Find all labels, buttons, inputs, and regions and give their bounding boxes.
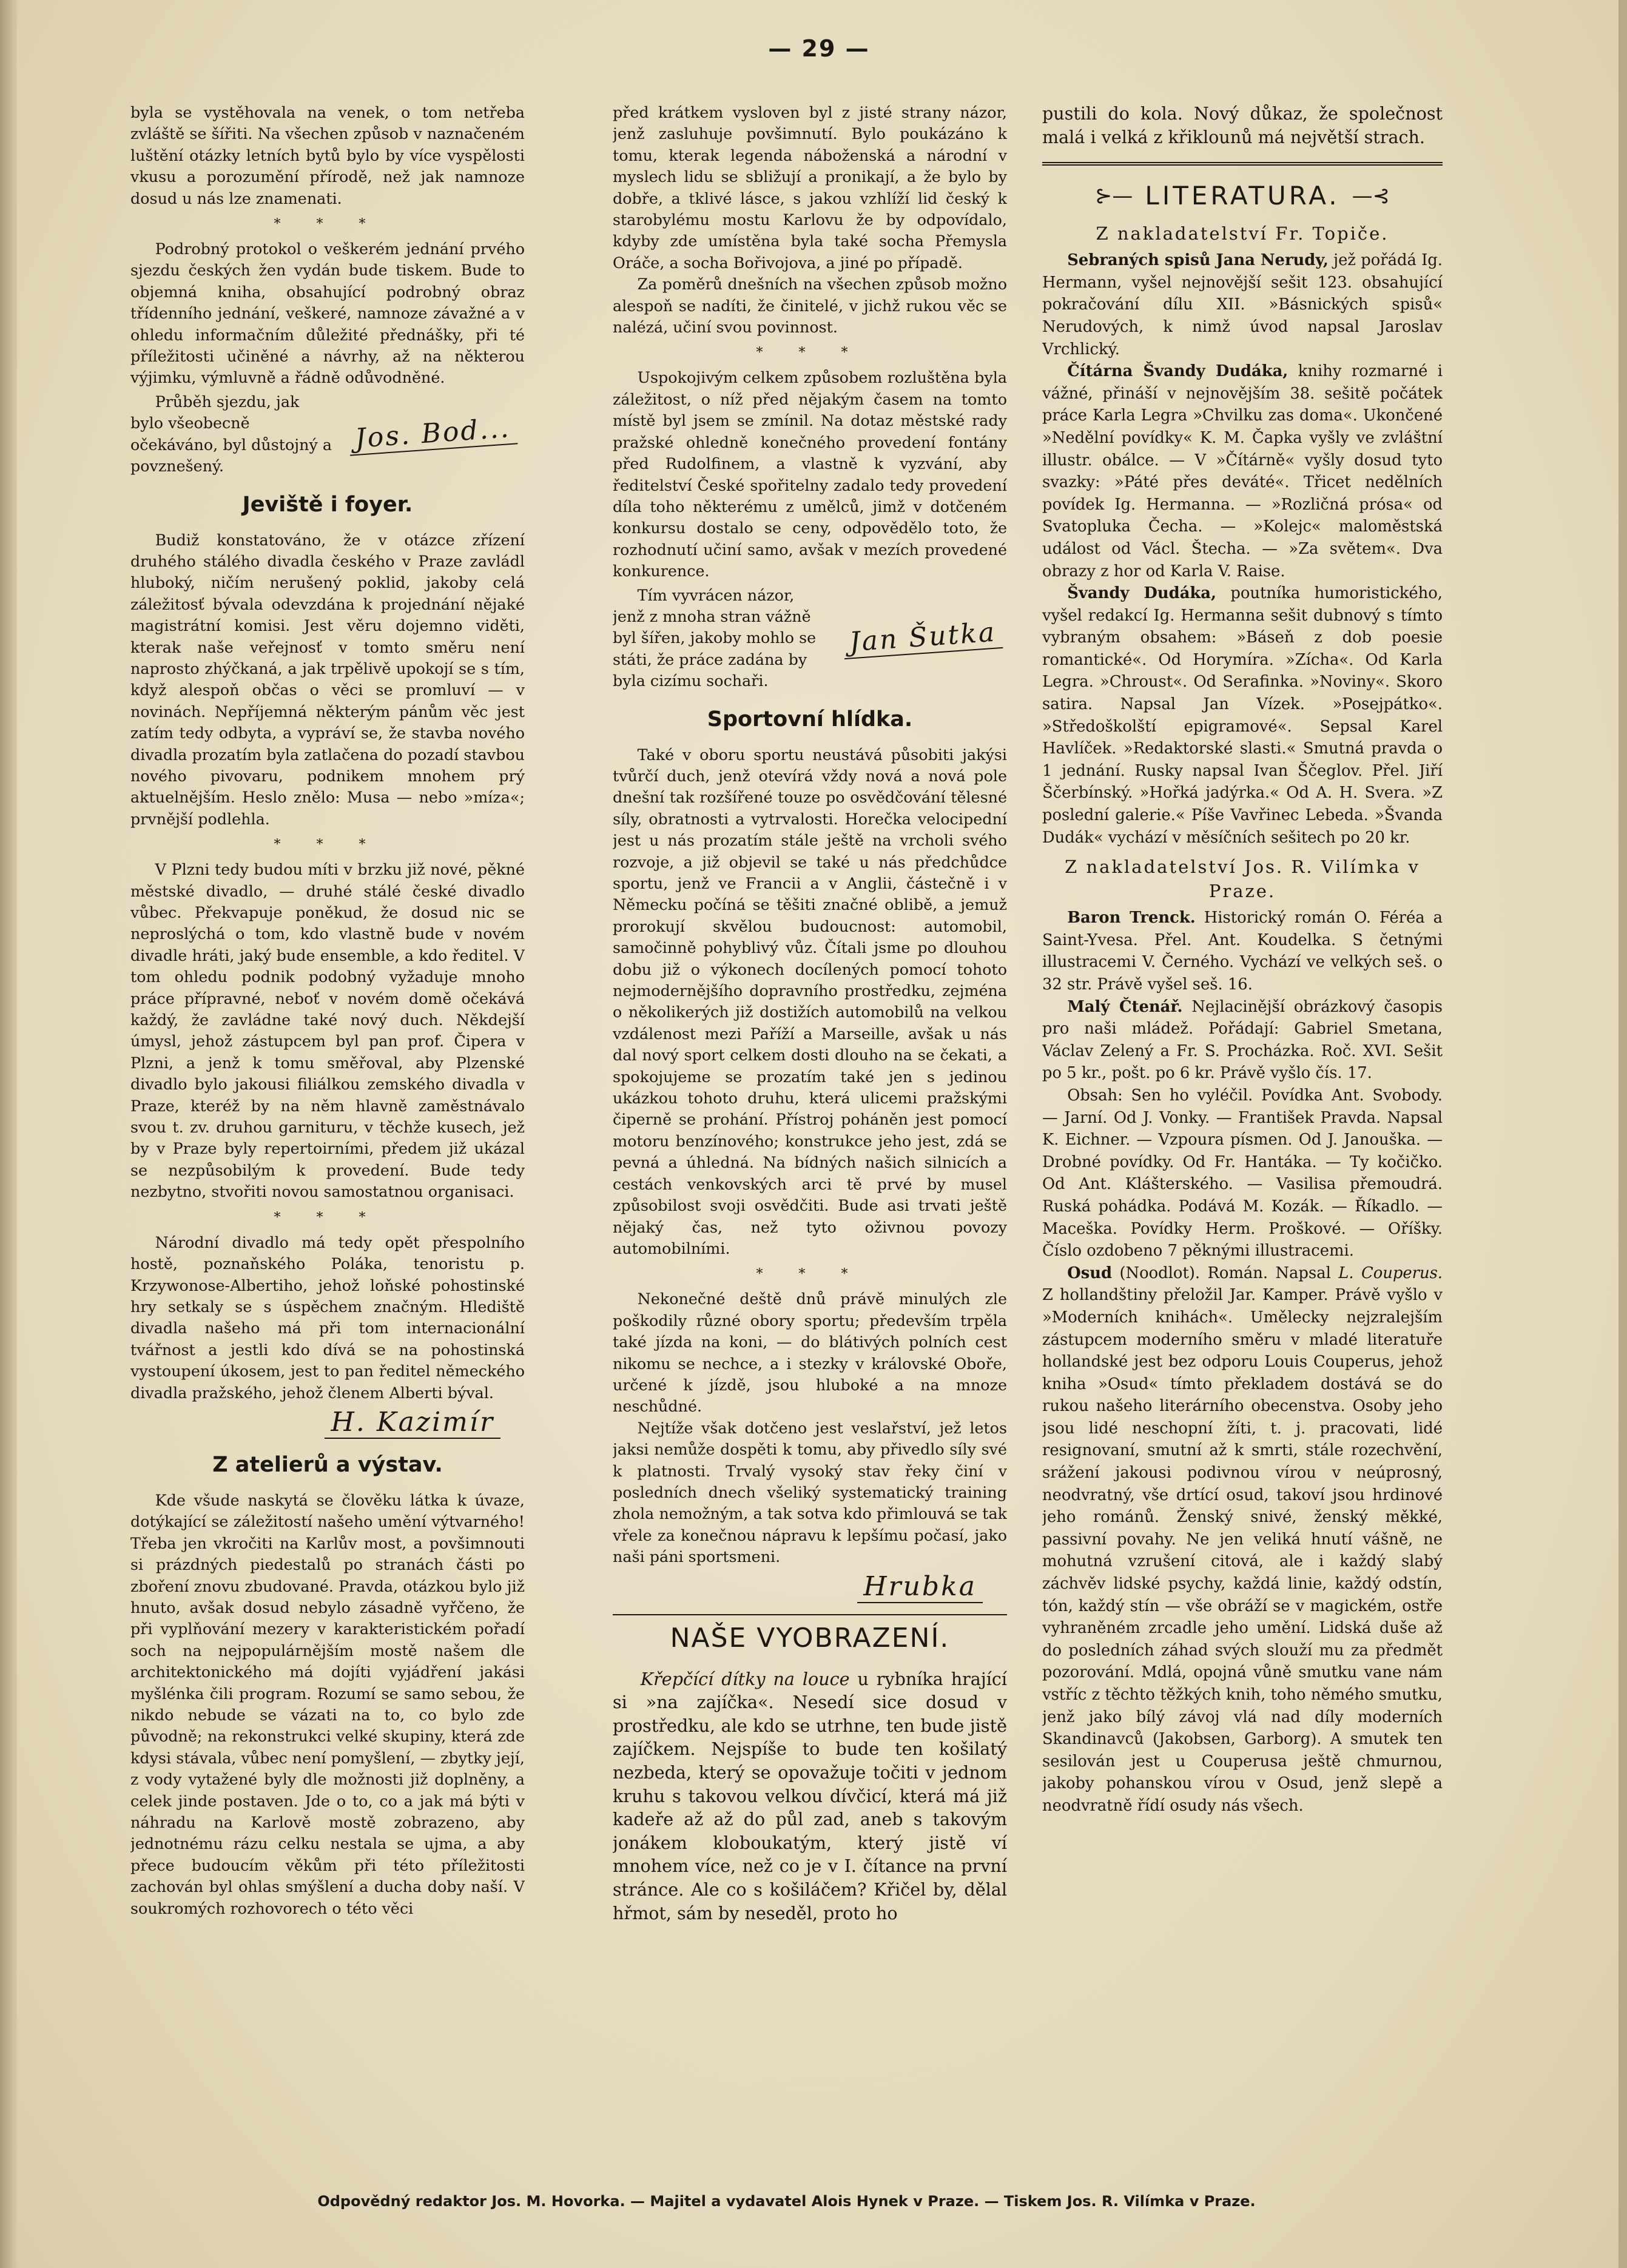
picture-caption-title: Křepčící dítky na louce: [640, 1668, 850, 1689]
paragraph: Průběh sjezdu, jak bylo všeobecně očekáváno, byl důstojný a povznešený.: [130, 392, 332, 476]
review-entry: [1042, 582, 1443, 849]
section-separator: * * *: [756, 1267, 864, 1282]
section-heading-sport: Sportovní hlídka.: [707, 707, 913, 732]
paragraph: Za poměrů dnešních na všechen způsob možno alespoň se nadíti, že činitelé, v jichž rukou věc se nalézá, učiní svou povinnost.: [613, 275, 1007, 337]
section-heading-jeviste: Jeviště i foyer.: [242, 492, 413, 517]
review-title: Osud: [1067, 1264, 1113, 1282]
paragraph: Nekonečné deště dnů právě minulých zle poškodily různé obory sportu; především trpěla také jízda na koni, — do blátivých polních cest nikomu se nechce, a i stezky v královské Oboře, určené k jízdě, jsou hluboké a na mnoze neschůdné.: [613, 1290, 1007, 1416]
signature: H. Kazimír: [325, 1407, 500, 1439]
review-title: Malý Čtenář.: [1067, 997, 1183, 1016]
paragraph: V Plzni tedy budou míti v brzku již nové, pěkné městské divadlo, — druhé stálé české divadlo vůbec. Překvapuje poněkud, že dosud nic se neproslýchá o tom, kdo vlastně bude v novém divadle hráti, jaký bude ensemble, a kdo ředitel. V tom ohledu podnik podobný vyžaduje mnoho práce přípravné, neboť v novém domě očekává každý, že zavládne také nový duch. Někdejší úmysl, jehož zástupcem byl pan prof. Čipera v Plzni, a jenž k tomu směřoval, aby Plzenské divadlo bylo jakousi filiálkou zemského divadla v Praze, kteréž by na něm hlavně zaměstnávalo svou t. zv. druhou garnituru, v těchže kusech, jež by v Praze byly repertoirními, předem již ukázal se nezpůsobilým k provedení. Bude tedy nezbytno, stvořiti novou samostatnou organisaci.: [130, 860, 525, 1201]
section-separator: * * *: [274, 217, 382, 232]
paragraph: Budiž konstatováno, že v otázce zřízení druhého stálého divadla českého v Praze zavládl hluboký, ničím nerušený poklid, jakoby celá záležitosť bývala odevzdána k projednání nějaké magistrátní komisi. Jest věru dojemno viděti, kterak naše veřejnosť v tomto směru není naprosto zhýčkaná, a jak trpělivě upokojí se s tím, když alespoň občas o věci se promluví — v novinách. Nepříjemná některým pánům věc jest zatím tedy odbyta, a vypráví se, že stavba nového divadla prozatím byla zatlačena do pozadí stavbou nového pivovaru, podnikem mnohem prý aktuelnějším. Heslo znělo: Musa — nebo »míza«; prvnější podlehla.: [130, 530, 525, 828]
paragraph: byla se vystěhovala na venek, o tom netřeba zvláště se šířiti. Na všechen způsob v naznačeném luštění otázky letních bytů bylo by více vyspělosti vkusu a porozumění přírodě, než jak namnoze dosud u nás lze znamenati.: [130, 103, 525, 207]
paragraph: Národní divadlo má tedy opět přespolního hostě, poznaňského Poláka, tenoristu p. Krzywonose-Albertiho, jehož loňské pohostinské hry setkaly se s úspěchem značným. Hlediště divadla našeho má při tom internacionální tvářnost a jestli kdo dívá se na pohostinská vystoupení úkosem, jest to pan ředitel německého divadla pražského, jehož členem Alberti býval.: [130, 1233, 525, 1402]
review-text: jež pořádá Ig. Hermann, vyšel nejnovější sešit 123. obsahující pokračování dílu XII. »Básnických spisů« Nerudových, k nimž úvod napsal Jaroslav Vrchlický.: [1042, 251, 1443, 358]
review-text: (Noodlot). Román. Napsal: [1119, 1264, 1331, 1282]
paragraph: Uspokojivým celkem způsobem rozluštěna byla záležitost, o níž před nějakým časem na tomto místě byl jsem se zmínil. Na dotaz městské rady pražské ohledně konečného provedení fontány před Rudolfinem, a vlastně k vyzvání, aby ředitelství České spořitelny zadalo tedy provedení díla toho některému z umělců, jimž v dotčeném konkursu dostalo se ceny, odpovědělo toto, že rozhodnutí učiní samo, avšak v mezích provedené konkurence.: [613, 368, 1007, 580]
review-text: poutníka humoristického, vyšel redakcí Ig. Hermanna sešit dubnový s tímto vybraným obsahem: »Báseň z dob poesie romantické«. Od Horymíra. »Zícha«. Od Karla Legra. »Chroust«. Od Serafinka. »Noviny«. Skoro satira. Napsal Jan Vízek. »Posejpátko«. »Středoškolští epigramové«. Sepsal Karel Havlíček. »Redaktorské slasti.« Smutná pravda o 1 jednání. Rusky napsal Ivan Ščeglov. Přel. Jiří Ščerbínský. »Hořká jadýrka.« Od A. H. Svera. »Z poslední galerie.« Píše Vavřinec Lebeda. »Švanda Dudák« vychází v měsíčních sešitech po 20 kr.: [1042, 584, 1443, 847]
signature-block: [130, 1232, 525, 1438]
paragraph: Podrobný protokol o veškerém jednání prvého sjezdu českých žen vydán bude tiskem. Bude to objemná kniha, obsahující podrobný obraz třídenního jednání, veškeré, namnoze závažné a v ohledu informačním důležité přednášky, při té příležitosti učiněné a návrhy, až na některou výjimku, výmluvně a řádně odůvodněné.: [130, 240, 525, 387]
paragraph: Kde všude naskytá se člověku látka k úvaze, dotýkající se záležitostí našeho umění výtvarného! Třeba jen vkročiti na Karlův most, a povšimnouti si prázdných piedestalů po stranách části po zboření znovu zbudované. Pravda, otázkou bylo již hnuto, avšak dosud nebylo zásadně vyřčeno, že při vyplňování mezery v karakteristickém pořadí soch na nejpopulárnějším mostě našem dle architektonického má dojíti vyjádření jakási myšlénka čili program. Rozumí se samo sebou, že nikdo nebude se vázati na to, co bylo zde původně; na rekonstrukci velké skupiny, která zde kdysi stávala, vůbec není pomyšlení, — zbytky její, z vody vytažené byly dle možnosti již doplněny, a celek jinde postaven. Jde o to, co a jak má býti v náhradu na Karlově mostě zobrazeno, aby jednotnému rázu celku nestala se ujma, a aby přece budoucím věkům při této příležitosti zachován byl ohlas smýšlení a ducha doby naší. V soukromých rozhovorech o této věci: [130, 1490, 525, 1917]
section-separator: * * *: [756, 345, 864, 361]
signature: Hrubka: [857, 1571, 983, 1603]
section-heading-atelieru: Z atelierů a výstav.: [212, 1452, 443, 1477]
literatura-title: LITERATURA.: [1145, 181, 1340, 211]
signature: Jos. Bod...: [348, 412, 518, 456]
review-text: Z hollandštiny přeložil Jar. Kamper. Právě vyšlo v »Moderních knihách«. Umělecky nejzralejším zástupcem moderního směru v mladé literatuře hollandské jest bez odporu Louis Couperus, jehož kniha »Osud« tímto překladem dostává se do rukou našeho literárního obecenstva. Osoby jeho jsou lidé neschopní žíti, t. j. pracovati, lidé resignovaní, smutní až k smrti, stále rozechvění, srážení jakousi podivnou vírou v neúprosný, neodvratný, vše drtící osud, takoví jsou hrdinové jeho románů. Ženský snivé, ženský měkké, passivní povahy. Ne jen veliká hnutí vášně, ne mohutná vzrušení citová, ale i každý slabý záchvěv lidské psychy, každá linie, každý odstín, tón, každý stín — vše obráží se v magickém, ostře vyhraněném zrcadle jeho umění. Lidská duše až do posledních záhad svých slouží mu za předmět pozorování. Mdlá, opojná vůně smutku vane nám vstříc z těchto těžkých knih, toho němého smutku, jenž jako bílý závoj vlá nad díly moderních Skandinavců (Jakobsen, Garborg). A smutek ten sesilován jest u Couperusa ještě chmurnou, jakoby pohanskou vírou v Osud, jenž slepě a neodvratně řídí osudy nás všech.: [1042, 1286, 1443, 1815]
signature-block: [613, 585, 1007, 692]
review-entry: [1042, 907, 1443, 995]
review-text: Nejlacinější obrázkový časopis pro naši mládež. Pořádají: Gabriel Smetana, Václav Zelený a Fr. S. Procházka. Roč. XVI. Sešit po 5 kr., pošt. po 6 kr. Právě vyšlo čís. 17.: [1042, 997, 1443, 1083]
section-separator: * * *: [274, 1210, 382, 1225]
page-number: — 29 —: [768, 35, 870, 62]
paragraph: Tím vyvrácen názor, jenž z mnoha stran vážně byl šířen, jakoby mohlo se státi, že práce zadána by byla cizímu sochaři.: [613, 585, 817, 690]
section-heading-literatura: [1042, 180, 1443, 212]
review-author: L. Couperus.: [1338, 1264, 1443, 1282]
review-entry: [1042, 996, 1443, 1085]
binding-edge: [0, 0, 17, 2268]
review-entry: [1042, 1262, 1443, 1817]
paragraph: před krátkem vysloven byl z jisté strany názor, jenž zasluhuje povšimnutí. Bylo poukázáno k tomu, kterak legenda náboženská a národní v myslech lidu se sbližují a pronikají, a že bylo by dobře, a tklivé lásce, s jakou vzhlíží lid český k starobylému mostu Karlovu že by odpovídalo, kdyby zde umístěna byla také socha Přemysla Oráče, a socha Bořivojova, a jiné po případě.: [613, 103, 1007, 272]
signature: Jan Šutka: [843, 617, 1003, 659]
imprint-footer: Odpovědný redaktor Jos. M. Hovorka. — Majitel a vydavatel Alois Hynek v Praze. — Tiskem Jos. R. Vilímka v Praze.: [317, 2193, 1256, 2210]
paragraph: Nejtíže však dotčeno jest veslařství, jež letos jaksi nemůže dospěti k tomu, aby přivedlo síly své k platnosti. Trvalý vysoký stav řeky činí v posledních dnech všeliký systematický training zhola nemožným, a tak sotva kdo přimlouvá se tak vřele za konečnou nápravu k lepšímu počasí, jako naši páni sportsmeni.: [613, 1418, 1007, 1566]
paragraph: pustili do kola. Nový důkaz, že společnost malá i velká z křiklounů má největší strach.: [1042, 103, 1443, 147]
divider: [1042, 162, 1443, 166]
signature-block: [130, 391, 525, 477]
review-text: Historický román O. Féréa a Saint-Yvesa. Přel. Ant. Koudelka. S četnými illustracemi V. Černého. Vychází ve velkých seš. o 32 str. Právě vyšel seš. 16.: [1042, 909, 1443, 994]
review-title: Švandy Dudáka,: [1067, 584, 1216, 603]
picture-caption-text: u rybníka hrající si »na zajíčka«. Nesedí sice dosud v prostředku, ale kdo se utrhne, ten bude jistě zajíčkem. Nejspíše to bude ten košilatý nezbeda, který se opovažuje točiti v jednom kruhu s takovou velkou dívčicí, která má již kadeře až až do půl zad, aneb s takovým jonákem kloboukatým, který jistě ví mnohem více, než co je v I. čítance na první stránce. Ale co s košiláčem? Křičel by, dělal hřmot, sám by neseděl, proto ho: [613, 1668, 1007, 1923]
paragraph: [613, 1667, 1007, 1925]
column-3: [1042, 102, 1443, 2176]
review-title: Baron Trenck.: [1067, 909, 1196, 927]
review-entry: [1042, 360, 1443, 582]
paragraph: Také v oboru sportu neustává působiti jakýsi tvůrčí duch, jenž otevírá vždy nová a nová pole dnešní tak rozšířené touze po osvědčování tělesné síly, obratnosti a vytrvalosti. Horečka velocipední jest u nás prozatím stále ještě na vrcholi svého rozvoje, a již objevil se také u nás předchůdce sportu, jenž ve Francii a v Anglii, částečně i v Německu počíná se těšiti značné oblibě, a jemuž prorokují skvělou budoucnost: automobil, samočinně pohyblivý vůz. Čítali jsme po dlouhou dobu již o výkonech docílených pomocí tohoto nejmodernějšího dopravního prostředku, zejména o několikerých již dostižích automobilů na velkou vzdálenost mezi Paříží a Marseille, avšak u nás dal nový sport celkem dosti dlouho na se čekati, a spokojujeme se prozatím také jen s jedinou ukázkou tohoto druhu, která ulicemi pražskými čiperně se prohání. Přístroj poháněn jest pomocí motoru benzínového; konstrukce jeho jest, zdá se pevná a úhledná. Na bídných našich silnicích a cestách venkovských arci tě prvé by musel způsobilost svoji osvědčiti. Bude asi trvati ještě nějaký čas, než tyto oživnou povozy automobilními.: [613, 745, 1007, 1257]
ornament-right-icon: —⊰: [1352, 184, 1390, 209]
section-separator: * * *: [274, 837, 382, 853]
publisher-heading: Z nakladatelství Jos. R. Vilímka v Praze.: [1065, 856, 1420, 902]
publisher-heading: Z nakladatelství Fr. Topiče.: [1096, 223, 1389, 244]
review-title: Čítárna Švandy Dudáka,: [1067, 362, 1288, 381]
page-edge: [1619, 0, 1627, 2268]
ornament-left-icon: ⊱—: [1094, 184, 1133, 209]
divider: [613, 1614, 1007, 1615]
column-2: [613, 102, 1007, 2176]
review-text: knihy rozmarné i vážné, přináší v nejnovějším 38. sešitě počátek práce Karla Legra »Chvilku zas doma«. Ukončené »Nedělní povídky« K. M. Čapka vyšly ve zvláštní illustr. obálce. — V »Čítárně« vyšly dosud tyto svazky: »Páté přes deváté«. Třicet nedělních povídek Ig. Hermanna. — »Rozličná prósa« od Svatopluka Čecha. — »Kolejc« maloměstská událost od Václ. Štecha. — »Za světem«. Dva obrazy z hor od Karla V. Raise.: [1042, 362, 1443, 580]
review-title: Sebraných spisů Jana Nerudy,: [1067, 251, 1329, 270]
section-heading-nase-vyobrazeni: NAŠE VYOBRAZENÍ.: [670, 1622, 950, 1654]
review-entry: Obsah: Sen ho vyléčil. Povídka Ant. Svobody. — Jarní. Od J. Vonky. — František Pravda. Napsal K. Eichner. — Vzpoura písmen. Od J. Janouška. — Drobné povídky. Od Fr. Hantáka. — Ty kočičko. Od Ant. Klášterského. — Vasilisa přemoudrá. Ruská pohádka. Podává M. Kozák. — Říkadlo. — Maceška. Povídky Herm. Proškové. — Oříšky. Číslo ozdobeno 7 pěknými illustracemi.: [1042, 1086, 1443, 1260]
column-1: [130, 102, 525, 2176]
review-entry: [1042, 249, 1443, 360]
